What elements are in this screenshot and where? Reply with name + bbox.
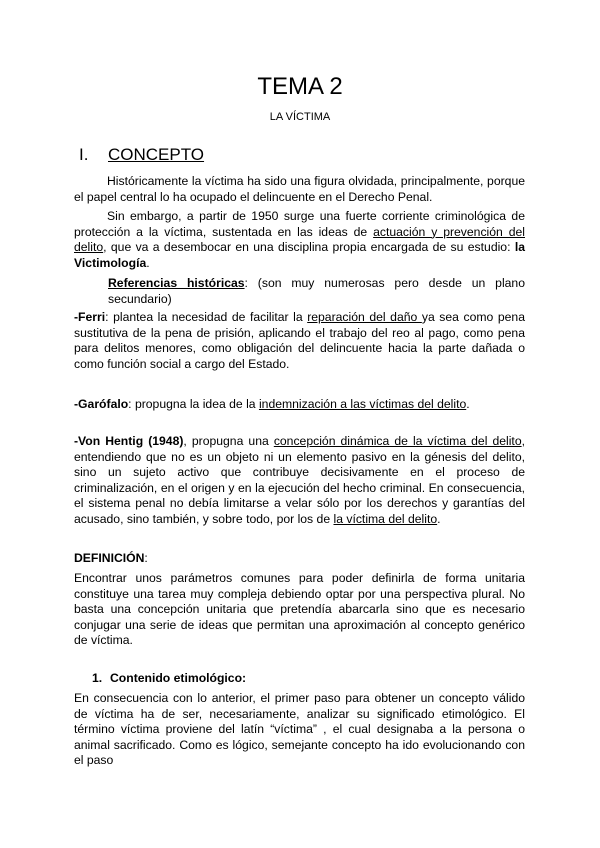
author-name: -Ferri — [74, 310, 106, 324]
underlined-phrase: la víctima del delito — [333, 511, 438, 526]
subsection-title: Contenido etimológico: — [110, 671, 247, 685]
bold-term: la Victimología — [74, 240, 525, 270]
historical-references-heading — [108, 276, 525, 307]
paragraph-historic: Históricamente la víctima ha sido una figura olvidada, principalmente, porque el papel central lo ha ocupado el delincuente en el Derecho Penal. — [74, 174, 525, 204]
text-span: . — [146, 255, 150, 270]
underlined-phrase: reparación del daño — [307, 310, 422, 324]
definicion-heading — [74, 551, 525, 567]
text-span: Sin embargo, a partir de 1950 surge una fuerte corriente criminológica de protección a la víctima, sustentada en las ideas de — [74, 209, 525, 239]
text-span: . — [466, 397, 470, 411]
document-subtitle: LA VÍCTIMA — [269, 111, 331, 123]
document-title: TEMA 2 — [257, 73, 343, 100]
paragraph-definicion: Encontrar unos parámetros comunes para poder definirla de forma unitaria constituye una tarea muy compleja debiendo optar por una perspectiva plural. No basta una concepción unitaria que pretendía abarcarla sino que es necesario conjugar una serie de ideas que permitan una aproximación al concepto genérico de víctima. — [74, 571, 525, 648]
definicion-label: DEFINICIÓN — [74, 551, 145, 565]
subsection-number: 1. — [92, 671, 103, 685]
section-heading-concepto — [79, 144, 204, 166]
section-number: I. — [79, 145, 89, 164]
subsection-heading-etimologico — [92, 671, 246, 687]
text-span: , propugna una — [183, 434, 274, 448]
author-name: -Von Hentig (1948) — [74, 434, 184, 448]
text-span: , entendiendo que no es un objeto ni un elemento pasivo en la génesis del delito, sino un sujeto activo que contribuye decisivamente en el proceso de criminalización, en el origen y en la ejecución del hecho criminal. En consecuencia, el sistema penal no debía limitarse a velar sólo por los derechos y garantías del acusado, sino también, y sobre todo, por los de — [74, 434, 525, 526]
text-span: , que va a desembocar en una disciplina propia encargada de su estudio: — [103, 240, 515, 255]
paragraph-etimologico: En consecuencia con lo anterior, el primer paso para obtener un concepto válido de víctima ha de ser, necesariamente, analizar su significado etimológico. El término víctima proviene del latín “víctima” , el cual designaba a la persona o animal sacrificado. Como es lógico, semejante concepto ha ido evolucionando con el paso — [74, 691, 525, 768]
author-name: -Garófalo — [74, 397, 129, 411]
paragraph-victimologia — [74, 209, 525, 271]
paragraph-garofalo — [74, 397, 525, 413]
text-span: : propugna la idea de la — [128, 397, 259, 411]
underlined-phrase: indemnización a las víctimas del delito — [258, 397, 467, 411]
underlined-phrase: actuación y prevención del delito — [74, 224, 525, 255]
paragraph-ferri — [74, 310, 525, 372]
text-span: ya sea como pena sustitutiva de la pena de prisión, aplicando el trabajo del reo al pago, como pena para delitos menores, como obligación del delincuente hacia la parte dañada o como función social a cargo del Estado. — [74, 310, 525, 371]
text-span: : plantea la necesidad de facilitar la — [105, 310, 308, 324]
underlined-phrase: concepción dinámica de la víctima del delito — [273, 434, 522, 448]
paragraph-von-hentig — [74, 434, 525, 528]
references-note: : (son muy numerosas pero desde un plano secundario) — [108, 276, 525, 306]
text-span: : — [144, 551, 148, 565]
text-span: . — [437, 511, 441, 526]
section-title: CONCEPTO — [108, 145, 205, 164]
references-label: Referencias históricas — [108, 276, 245, 290]
